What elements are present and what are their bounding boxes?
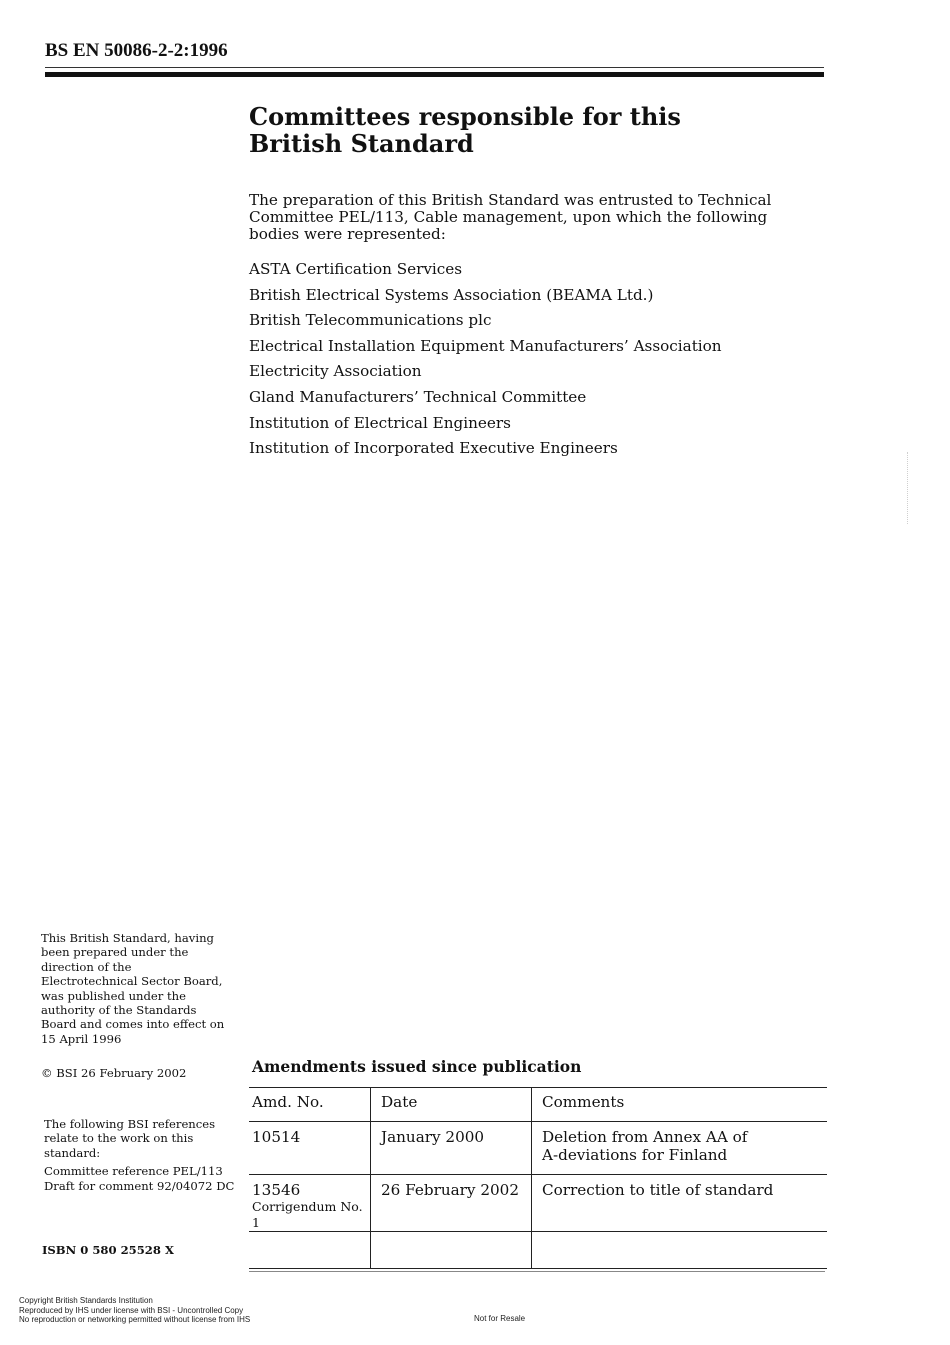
empty-cell <box>532 1232 828 1269</box>
empty-cell <box>249 1232 371 1269</box>
standard-number: BS EN 50086-2-2:1996 <box>45 40 228 61</box>
list-item: Institution of Incorporated Executive Engineers <box>249 439 618 458</box>
comment-line: A-deviations for Finland <box>542 1146 728 1164</box>
committee-reference: Committee reference PEL/113 <box>44 1164 223 1179</box>
header-rule-thin <box>45 67 824 68</box>
header-rule-thick <box>45 72 824 77</box>
bsi-references <box>44 1117 239 1193</box>
footer-line: Copyright British Standards Institution <box>19 1296 153 1305</box>
represented-bodies-list <box>249 259 722 464</box>
column-header: Amd. No. <box>249 1088 371 1122</box>
amendments-table <box>249 1087 827 1269</box>
list-item: British Telecommunications plc <box>249 311 492 330</box>
amd-number: 13546 <box>252 1181 301 1199</box>
margin-mark <box>907 452 909 524</box>
footer-line: No reproduction or networking permitted without license from IHS <box>19 1315 251 1325</box>
bottom-rule <box>249 1271 825 1272</box>
list-item: Gland Manufacturers’ Technical Committee <box>249 387 587 406</box>
references-intro: The following BSI references relate to the work on this standard: <box>44 1117 216 1160</box>
table-row <box>249 1122 827 1175</box>
table-row <box>249 1232 827 1269</box>
not-for-resale: Not for Resale <box>474 1314 526 1323</box>
date-cell: 26 February 2002 <box>371 1175 532 1232</box>
title-line-1: Committees responsible for this <box>249 102 681 131</box>
comments-cell <box>532 1122 828 1175</box>
table-header-row <box>249 1088 827 1122</box>
column-header: Date <box>371 1088 532 1122</box>
amd-no-cell <box>249 1175 371 1232</box>
draft-reference: Draft for comment 92/04072 DC <box>44 1178 235 1193</box>
amd-no-cell: 10514 <box>249 1122 371 1175</box>
license-footer <box>19 1296 250 1325</box>
intro-paragraph: The preparation of this British Standard was entrusted to Technical Committee PEL/113, Cable management, upon which the following bodies were represented: <box>249 191 772 243</box>
publication-note: This British Standard, having been prepared under the direction of the Electrotechnical Sector Board, was published under the authority of the Standards Board and comes into effect on 15 April 1996 <box>41 931 225 1046</box>
table-row <box>249 1175 827 1232</box>
isbn: ISBN 0 580 25528 X <box>42 1243 174 1257</box>
list-item: British Electrical Systems Association (BEAMA Ltd.) <box>249 285 654 304</box>
title-line-2: British Standard <box>249 129 474 158</box>
empty-cell <box>371 1232 532 1269</box>
list-item: ASTA Certification Services <box>249 260 463 278</box>
corrigendum-note: Corrigendum No. 1 <box>252 1199 363 1230</box>
list-item: Electricity Association <box>249 362 422 381</box>
list-item: Electrical Installation Equipment Manufacturers’ Association <box>249 336 722 355</box>
comments-cell: Correction to title of standard <box>542 1181 774 1199</box>
date-cell: January 2000 <box>371 1122 532 1175</box>
footer-line: Reproduced by IHS under license with BSI - Uncontrolled Copy <box>19 1305 244 1315</box>
copyright-date: © BSI 26 February 2002 <box>41 1066 187 1080</box>
comment-line: Deletion from Annex AA of <box>542 1128 748 1146</box>
amendments-heading: Amendments issued since publication <box>252 1057 582 1076</box>
column-header: Comments <box>542 1093 625 1111</box>
page-title <box>249 103 769 157</box>
list-item: Institution of Electrical Engineers <box>249 413 511 432</box>
